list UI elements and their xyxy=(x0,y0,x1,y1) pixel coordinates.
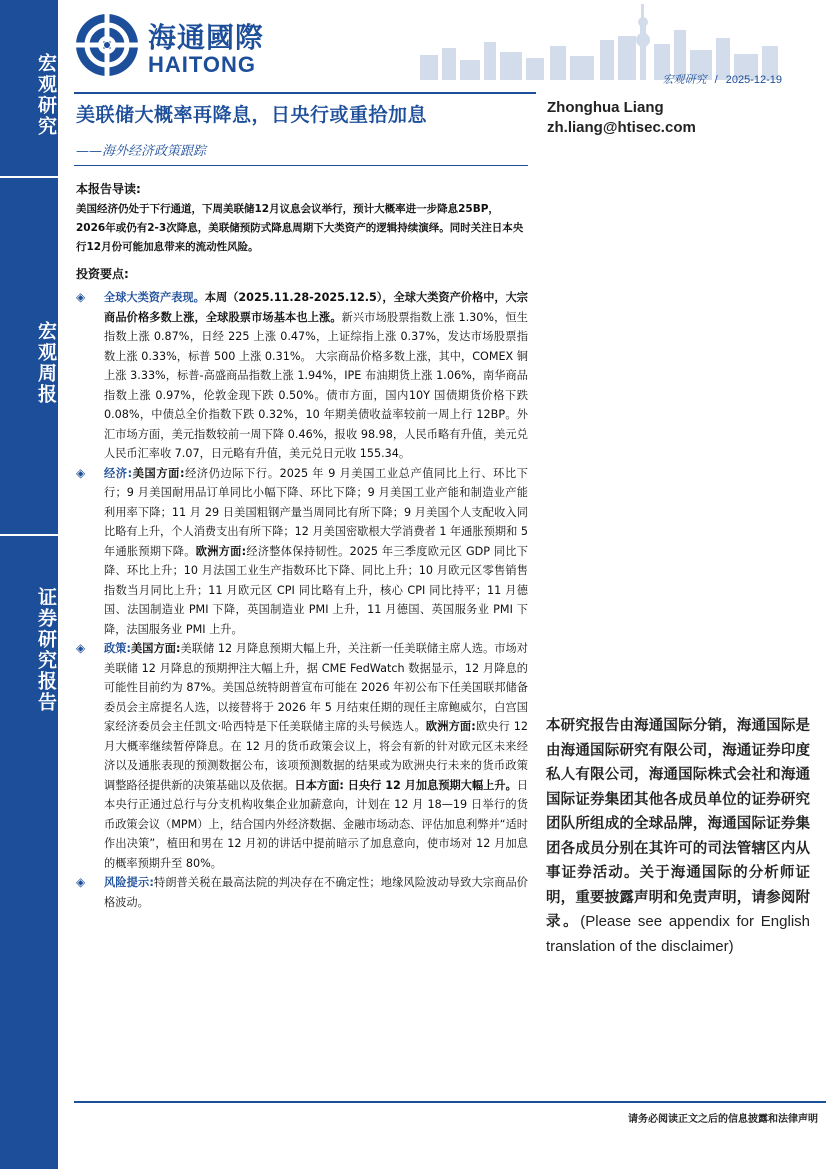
report-subtitle: ——海外经济政策跟踪 xyxy=(76,144,207,159)
key-points-heading: 投资要点: xyxy=(76,267,129,281)
footer-divider xyxy=(74,1101,826,1103)
tag-separator: / xyxy=(714,74,718,86)
subtitle-divider xyxy=(74,165,528,166)
brand-name-en: HAITONG xyxy=(148,52,257,77)
sidebar-label-securities-report: 证券研究报告 xyxy=(35,587,57,713)
left-sidebar xyxy=(0,0,58,1169)
diamond-bullet-icon: ◈ xyxy=(76,875,86,889)
city-skyline-icon xyxy=(410,0,790,80)
point-bold: 美国方面: xyxy=(130,642,181,655)
analyst-email[interactable]: zh.liang@htisec.com xyxy=(547,119,696,136)
disclaimer-english-note: (Please see appendix for English translation of the disclaimer) xyxy=(546,913,810,955)
point-heading: 全球大类资产表现。 xyxy=(104,291,205,304)
point-bold: 欧洲方面: xyxy=(425,720,476,733)
diamond-bullet-icon: ◈ xyxy=(76,641,86,655)
diamond-bullet-icon: ◈ xyxy=(76,290,86,304)
list-item xyxy=(76,288,528,464)
point-bold: 欧洲方面: xyxy=(195,544,247,558)
footer-notice: 请务必阅读正文之后的信息披露和法律声明 xyxy=(628,1114,818,1125)
report-title: 美联储大概率再降息，日央行或重拾加息 xyxy=(76,104,428,126)
haitong-logo xyxy=(74,12,294,78)
sidebar-label-macro-research: 宏观研究 xyxy=(35,53,57,137)
brand-name-cn: 海通國際 xyxy=(148,21,265,54)
report-date: 2025-12-19 xyxy=(725,74,782,86)
point-text: 经济整体保持韧性。2025 年三季度欧元区 GDP 同比下降、环比上升；10 月法国工业生产指数环比下降、同比上升；10 月欧元区零售销售指数当月同比上升；11 月欧元区 CPI 同比略有上升，核心 CPI 同比持平；11 月德国、法国制造业 PMI 下降，英国制造业 PMI 上升，11 月德国、英国服务业 PMI 下降，法国服务业 PMI 上升。 xyxy=(104,544,528,636)
point-text: 新兴市场股票指数上涨 1.30%，恒生指数上涨 0.87%，日经 225 上涨 0.47%，上证综指上涨 0.37%，发达市场股票指数上涨 0.33%，标普 500 上涨 0.31%。 大宗商品价格多数上涨，其中，COMEX 铜上涨 3.33%，标普-高盛商品指数上涨 1.94%，IPE 布油期货上涨 1.06%，南华商品指数上涨 0.97%，伦敦金现下跌 0.50%。债市方面，国内10Y 国债期货价格下跌 0.08%，中债总全价指数下跌 0.32%，10 年期美债收益率较前一周上行 12BP。外汇市场方面，美元指数较前一周下降 0.46%，报收 98.98，人民币略有升值，美元兑人民币汇率收 7.07，日元略有升值，美元兑日元收 155.34。 xyxy=(104,310,528,460)
list-item xyxy=(76,639,528,873)
analyst-name: Zhonghua Liang xyxy=(547,99,664,116)
sidebar-divider xyxy=(0,534,58,536)
point-bold: 日本方面: 日央行 12 月加息预期大幅上升。 xyxy=(294,778,517,792)
disclaimer-text: 本研究报告由海通国际分销，海通国际是由海通国际研究有限公司，海通证券印度私人有限公司，海通国际株式会社和海通国际证券集团其他各成员单位的证券研究团队所组成的全球品牌，海通国际证券集团各成员分别在其许可的司法管辖区内从事证券活动。关于海通国际的分析师证明，重要披露声明和免责声明，请参阅附录。 xyxy=(546,717,810,930)
point-text: 美联储 12 月降息预期大幅上升，关注新一任美联储主席人选。市场对美联储 12 月降息的预期押注大幅上升，据 CME FedWatch 数据显示，12 月降息的可能性目前约为 87%。美国总统特朗普宣布可能在 2026 年初公布下任美国联邦储备委员会主席提名人选，以接替将于 2026 年 5 月结束任期的现任主席鲍威尔，白宫国家经济委员会主任凯文·哈西特是下任美联储主席的头号候选人。 xyxy=(104,642,528,733)
sidebar-divider xyxy=(0,176,58,178)
intro-text: 美国经济仍处于下行通道，下周美联储12月议息会议举行，预计大概率进一步降息25BP，2026年或仍有2-3次降息，美联储预防式降息周期下大类资产的逻辑持续演绎。同时关注日本央行12月份可能加息带来的流动性风险。 xyxy=(76,203,524,253)
header-divider xyxy=(74,92,536,94)
sidebar-label-macro-weekly: 宏观周报 xyxy=(35,321,57,405)
report-tag xyxy=(663,71,782,87)
point-text: 经济仍边际下行。2025 年 9 月美国工业总产值同比上行、环比下行；9 月美国耐用品订单同比小幅下降、环比下降；9 月美国工业产能和制造业产能利用率下降；11 月 29 日美国粗钢产量当周同比有所下降；9 月美国个人支配收入同比略有上升，个人消费支出有所下降；12 月美国密歇根大学消费者 1 年通胀预期和 5 年通胀预期下降。 xyxy=(104,466,528,558)
point-text: 特朗普关税在最高法院的判决存在不确定性；地缘风险波动导致大宗商品价格波动。 xyxy=(104,876,528,909)
point-heading: 经济: xyxy=(104,466,133,480)
point-text: 欧央行 12 月大概率继续暂停降息。在 12 月的货币政策会议上，将会有新的针对欧元区未来经济以及通胀表现的预测数据公布，该项预测数据的结果或为欧洲央行未来的货币政策调整路径提供新的决策基础以及依据。 xyxy=(104,720,528,792)
analyst-info xyxy=(547,98,696,138)
disclaimer-box xyxy=(546,714,810,959)
point-text: 日本央行正通过总行与分支机构收集企业加薪意向，计划在 12 月 18—19 日举行的货币政策会议（MPM）上，结合国内外经济数据、金融市场动态、评估加息利弊并“适时作出决策”，植田和男在 12 月初的讲话中提前暗示了加息意向，使市场对 12 月加息的概率预期升至 80%。 xyxy=(104,778,528,870)
point-bold: 美国方面: xyxy=(132,466,185,480)
list-item xyxy=(76,873,528,912)
report-category: 宏观研究 xyxy=(662,74,707,86)
point-bold: 本周（2025.11.28-2025.12.5），全球大类资产价格中，大宗商品价格多数上涨，全球股票市场基本也上涨。 xyxy=(104,291,528,324)
list-item xyxy=(76,464,528,640)
diamond-bullet-icon: ◈ xyxy=(76,465,86,480)
point-heading: 风险提示: xyxy=(104,876,154,889)
point-heading: 政策: xyxy=(104,642,131,655)
intro-heading: 本报告导读: xyxy=(76,182,141,196)
key-points-list xyxy=(76,288,528,912)
haitong-emblem-icon xyxy=(74,12,140,78)
